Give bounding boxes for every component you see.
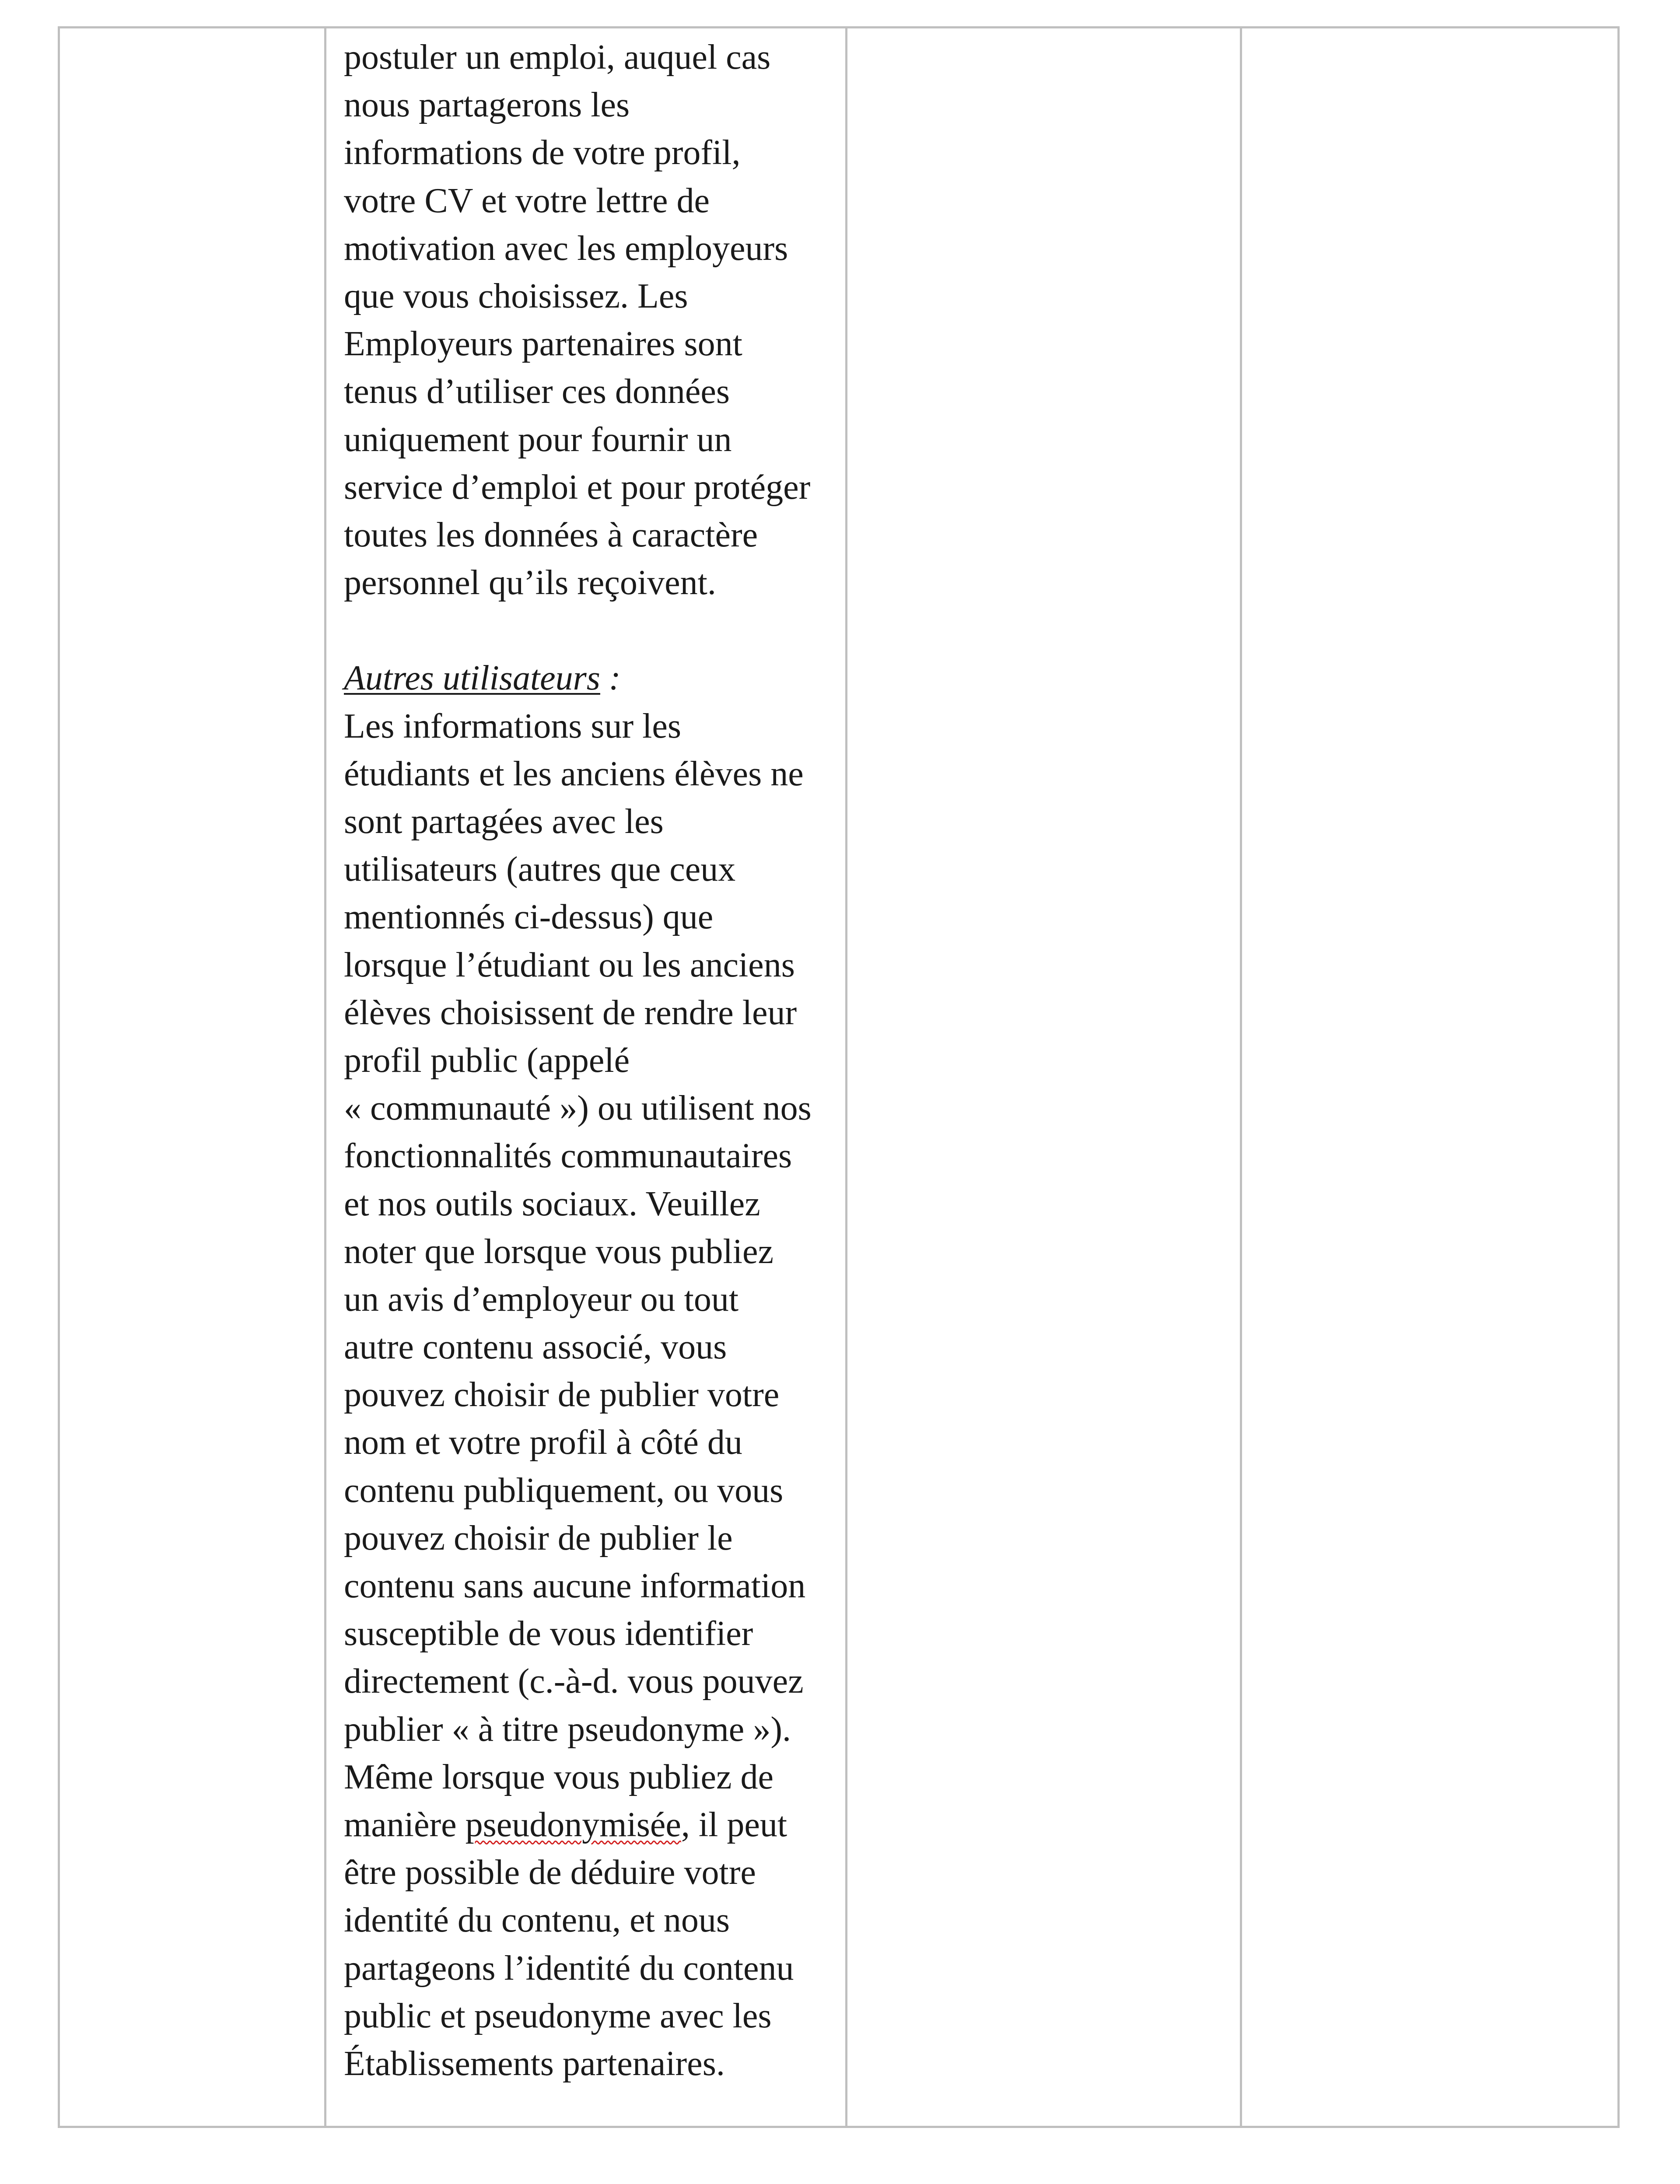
- text-line: partageons l’identité du contenu: [344, 1949, 794, 1988]
- text-line: nous partagerons les: [344, 86, 630, 125]
- section-heading: [344, 654, 838, 702]
- table-cell-col2: [326, 28, 847, 2126]
- section-heading-text: Autres utilisateurs: [344, 659, 600, 698]
- text-line: lorsque l’étudiant ou les anciens: [344, 945, 795, 984]
- text-line: uniquement pour fournir un: [344, 420, 732, 459]
- text-line: publier « à titre pseudonyme »).: [344, 1710, 791, 1749]
- text-line: public et pseudonyme avec les: [344, 1996, 772, 2035]
- text-line: motivation avec les employeurs: [344, 229, 788, 268]
- text-line: sont partagées avec les: [344, 802, 664, 841]
- text-line: contenu publiquement, ou vous: [344, 1471, 784, 1510]
- text-line: autre contenu associé, vous: [344, 1328, 727, 1367]
- text-line: pouvez choisir de publier le: [344, 1519, 733, 1558]
- spelling-error-word[interactable]: pseudonymisée: [465, 1805, 681, 1844]
- text-line: et nos outils sociaux. Veuillez: [344, 1184, 760, 1223]
- text-line: susceptible de vous identifier: [344, 1614, 753, 1653]
- text-line: tenus d’utiliser ces données: [344, 372, 730, 411]
- text-line: Les informations sur les: [344, 707, 681, 746]
- text-line: « communauté ») ou utilisent nos: [344, 1089, 812, 1128]
- text-line: étudiants et les anciens élèves ne: [344, 754, 804, 793]
- table-cell-col3: [847, 28, 1242, 2126]
- text-line: fonctionnalités communautaires: [344, 1137, 792, 1176]
- section-heading-colon: :: [600, 659, 621, 698]
- text-line: postuler un emploi, auquel cas: [344, 38, 771, 77]
- text-segment: , il peut: [681, 1805, 788, 1844]
- text-line: nom et votre profil à côté du: [344, 1423, 742, 1462]
- text-line: toutes les données à caractère: [344, 515, 758, 554]
- table-cell-col1: [60, 28, 326, 2126]
- table-cell-col4: [1242, 28, 1617, 2126]
- text-line: Employeurs partenaires sont: [344, 325, 742, 364]
- text-segment: manière: [344, 1805, 466, 1844]
- text-line: un avis d’employeur ou tout: [344, 1280, 739, 1319]
- text-line: Même lorsque vous publiez de: [344, 1757, 774, 1796]
- text-line: informations de votre profil,: [344, 133, 741, 172]
- text-line: mentionnés ci-dessus) que: [344, 898, 714, 937]
- text-line: noter que lorsque vous publiez: [344, 1232, 774, 1271]
- text-line: Établissements partenaires.: [344, 2044, 725, 2083]
- text-line: être possible de déduire votre: [344, 1853, 756, 1892]
- text-line: directement (c.-à-d. vous pouvez: [344, 1662, 804, 1701]
- paragraph-spacer: [344, 607, 838, 654]
- text-line: utilisateurs (autres que ceux: [344, 850, 736, 889]
- text-line: votre CV et votre lettre de: [344, 181, 710, 220]
- text-line: que vous choisissez. Les: [344, 276, 688, 315]
- text-line: élèves choisissent de rendre leur: [344, 993, 797, 1032]
- text-line: identité du contenu, et nous: [344, 1901, 730, 1940]
- text-line: personnel qu’ils reçoivent.: [344, 564, 716, 602]
- text-line: profil public (appelé: [344, 1041, 630, 1080]
- document-table: [58, 26, 1620, 2128]
- text-line-with-spelling-flag: [344, 1801, 838, 1849]
- cell-body-text: [344, 34, 838, 2088]
- text-line: pouvez choisir de publier votre: [344, 1376, 780, 1414]
- text-line: contenu sans aucune information: [344, 1567, 806, 1605]
- text-line: service d’emploi et pour protéger: [344, 468, 811, 507]
